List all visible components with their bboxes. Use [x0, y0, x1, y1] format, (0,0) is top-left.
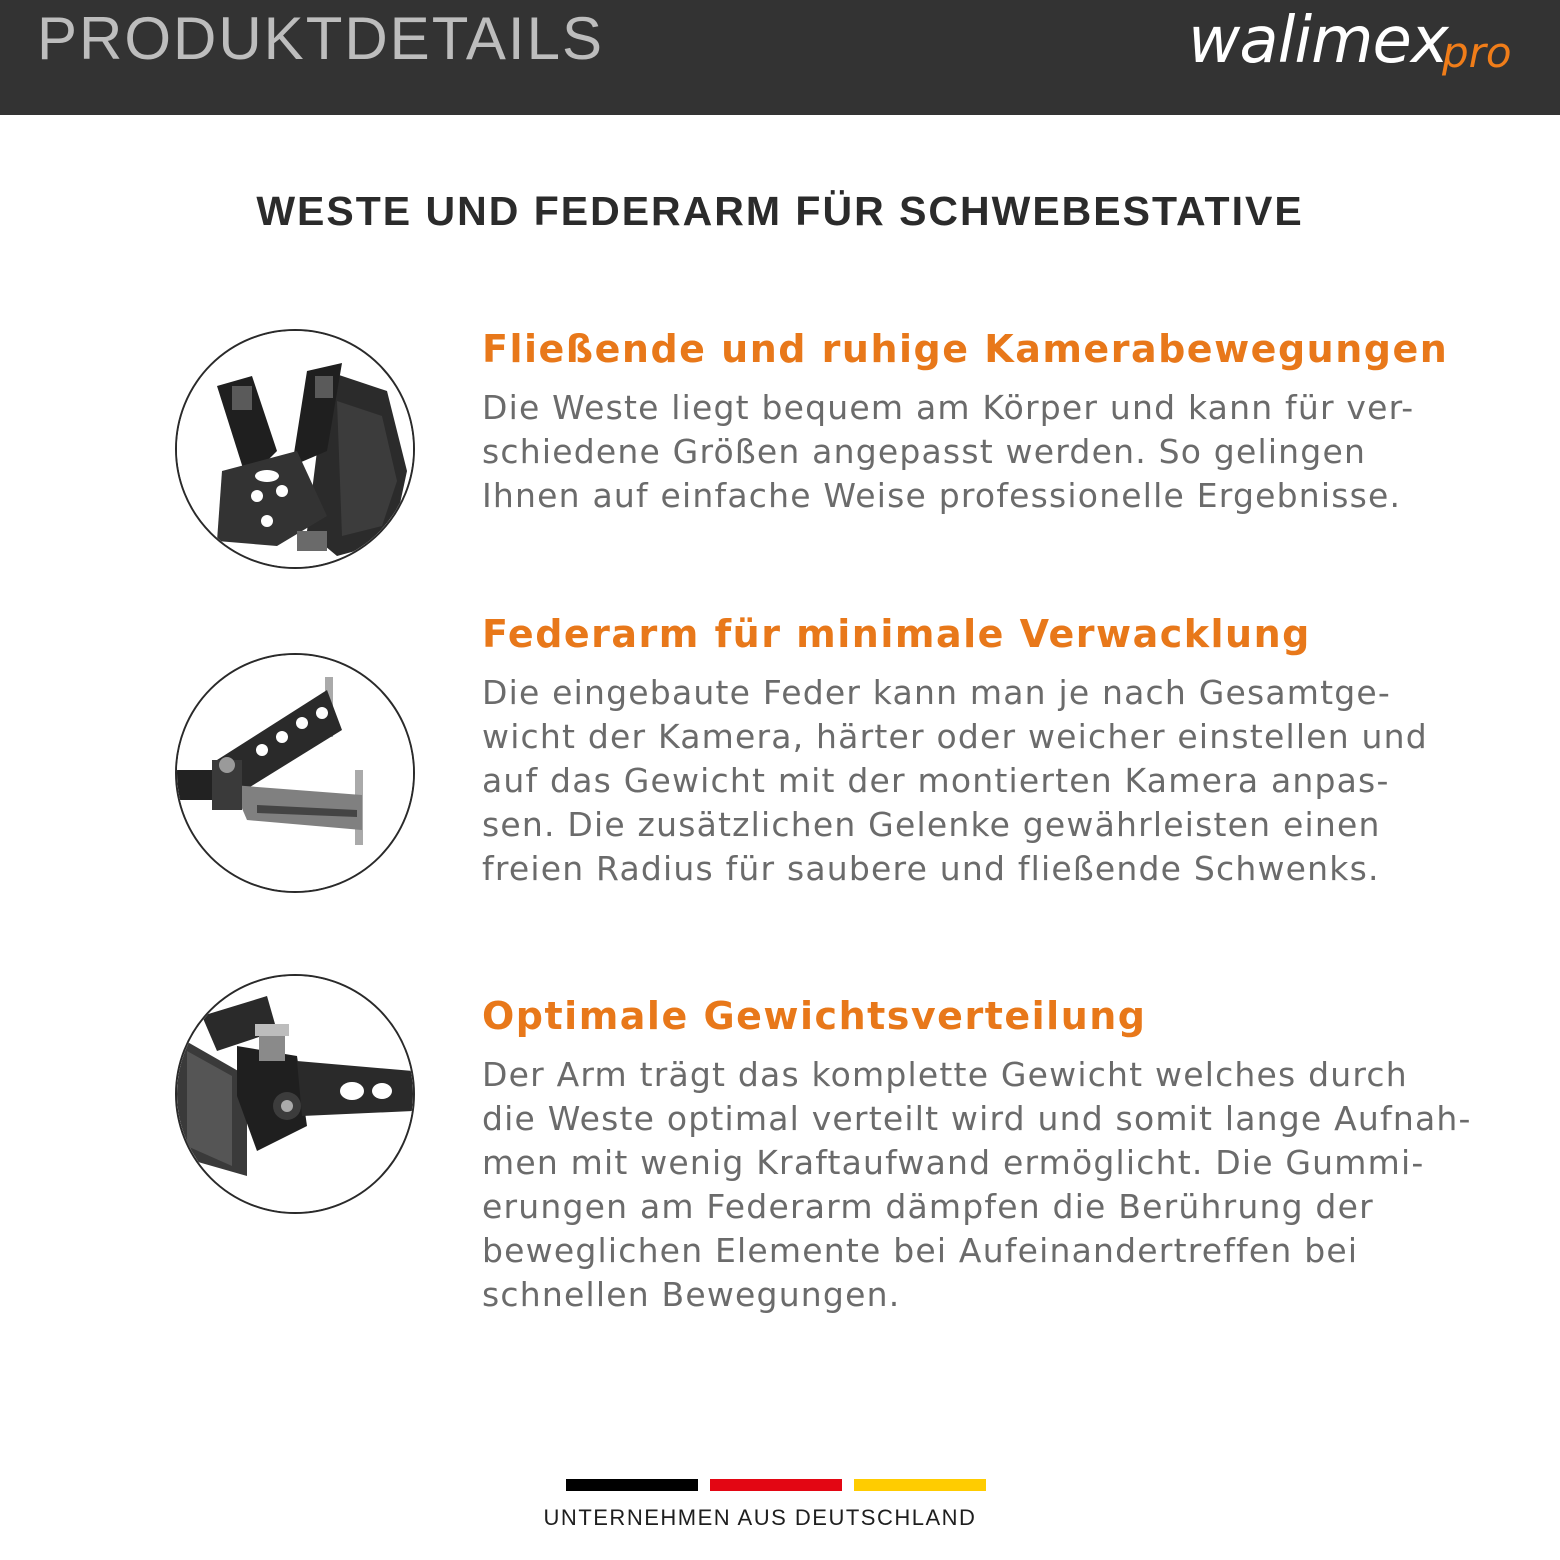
description-line: beweglichen Elemente bei Aufeinandertreffen bei: [482, 1231, 1359, 1270]
logo-wordmark: walimex: [1188, 4, 1448, 78]
description-line: sen. Die zusätzlichen Gelenke gewährleisten einen: [482, 805, 1381, 844]
description-line: Der Arm trägt das komplette Gewicht welches durch: [482, 1055, 1408, 1094]
feature-3: [482, 991, 1532, 1317]
description-line: auf das Gewicht mit der montierten Kamera anpas-: [482, 761, 1390, 800]
page-title: WESTE UND FEDERARM FÜR SCHWEBESTATIVE: [256, 188, 1304, 234]
footer-text: UNTERNEHMEN AUS DEUTSCHLAND: [543, 1505, 977, 1530]
logo-suffix: pro: [1442, 28, 1512, 77]
flag-stripe-red: [710, 1479, 842, 1491]
header-bar: [0, 0, 1560, 115]
feature-1: [482, 324, 1532, 518]
spring-arm-illustration: [177, 655, 413, 891]
brand-logo: [1180, 0, 1540, 100]
description-line: wicht der Kamera, härter oder weicher einstellen und: [482, 717, 1428, 756]
description-line: Ihnen auf einfache Weise professionelle Ergebnisse.: [482, 476, 1402, 515]
description-line: erungen am Federarm dämpfen die Berührung der: [482, 1187, 1374, 1226]
feature-heading: Optimale Gewichtsverteilung: [482, 994, 1147, 1038]
flag-stripe-gold: [854, 1479, 986, 1491]
description-line: men mit wenig Kraftaufwand ermöglicht. Die Gummi-: [482, 1143, 1425, 1182]
vest-illustration: [177, 331, 413, 567]
description-line: die Weste optimal verteilt wird und somit lange Aufnah-: [482, 1099, 1472, 1138]
feature-heading: Federarm für minimale Verwacklung: [482, 612, 1311, 656]
feature-heading: Fließende und ruhige Kamerabewegungen: [482, 327, 1449, 371]
arm-joint-illustration: [177, 976, 413, 1212]
feature-description: [482, 1053, 1532, 1317]
description-line: schiedene Größen angepasst werden. So gelingen: [482, 432, 1367, 471]
description-line: Die Weste liegt bequem am Körper und kann für ver-: [482, 388, 1415, 427]
feature-2: [482, 609, 1532, 891]
header-title: PRODUKTDETAILS: [37, 5, 604, 72]
flag-stripe-black: [566, 1479, 698, 1491]
description-line: schnellen Bewegungen.: [482, 1275, 901, 1314]
vest-image: [175, 329, 415, 569]
feature-description: [482, 671, 1532, 891]
german-flag: [566, 1479, 986, 1491]
feature-description: [482, 386, 1532, 518]
description-line: Die eingebaute Feder kann man je nach Gesamtge-: [482, 673, 1392, 712]
arm-joint-image: [175, 974, 415, 1214]
description-line: freien Radius für saubere und fließende Schwenks.: [482, 849, 1380, 888]
spring-arm-image: [175, 653, 415, 893]
